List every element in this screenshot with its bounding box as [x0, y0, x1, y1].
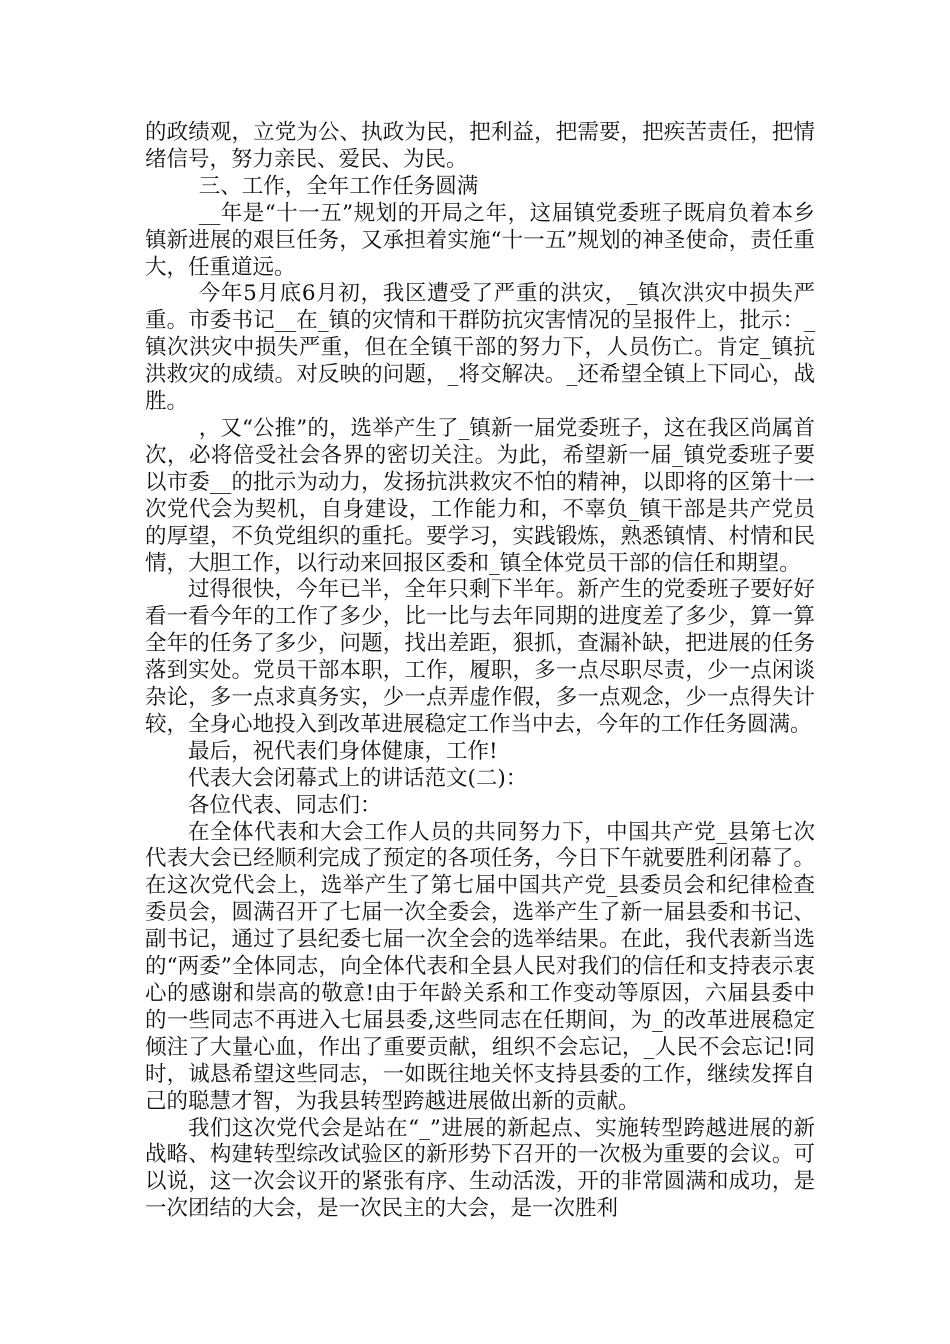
paragraph-congress: 在全体代表和大会工作人员的共同努力下，中国共产党_县第七次代表大会已经顺利完成了预定的各项任务，今日下午就要胜利闭幕了。在这次党代会上，选举产生了第七届中国共产党_县委员会和纪律检查委员会，圆满召开了七届一次全委会，选举产生了新一届县委和书记、副书记，通过了县纪委七届一次全会的选举结果。在此，我代表新当选的“两委”全体同志，向全体代表和全县人民对我们的信任和支持表示衷心的感谢和崇高的敬意!由于年龄关系和工作变动等原因，六届县委中的一些同志不再进入七届县委,这些同志在任期间，为_的改革进展稳定倾注了大量心血，作出了重要贡献，组织不会忘记，_人民不会忘记!同时，诚恳希望这些同志，一如既往地关怀支持县委的工作，继续发挥自己的聪慧才智，为我县转型跨越进展做出新的贡献。 [145, 819, 815, 1114]
section-heading: 三、工作，全年工作任务圆满 [198, 173, 479, 199]
paragraph-flood: 今年5月底6月初，我区遭受了严重的洪灾，_镇次洪灾中损失严重。市委书记__在_镇的灾情和干群防抗灾害情况的呈报件上，批示：_镇次洪灾中损失严重，但在全镇干部的努力下，人员伤亡。肯定_镇抗洪救灾的成绩。对反映的问题，_将交解决。_还希望全镇上下同心，战胜。 [145, 281, 815, 415]
paragraph-closing-wish: 最后，祝代表们身体健康，工作! [188, 738, 498, 764]
paragraph-half-year: 过得很快，今年已半，全年只剩下半年。新产生的党委班子要好好看一看今年的工作了多少，比一比与去年同期的进度差了多少，算一算全年的任务了多少，问题，找出差距，狠抓，查漏补缺，把进展的任务落到实处。党员干部本职，工作，履职，多一点尽职尽责，少一点闲谈杂论，多一点求真务实，少一点弄虚作假，多一点观念，少一点得失计较，全身心地投入到改革进展稳定工作当中去，今年的工作任务圆满。 [145, 577, 815, 737]
document-body [145, 120, 815, 1223]
salutation: 各位代表、同志们： [188, 792, 382, 818]
paragraph-election: ，又“公推”的，选举产生了_镇新一届党委班子，这在我区尚属首次，必将倍受社会各界的密切关注。为此，希望新一届_镇党委班子要以市委__的批示为动力，发扬抗洪救灾不怕的精神，以即将的区第十一次党代会为契机，自身建设，工作能力和，不辜负_镇干部是共产党员的厚望，不负党组织的重托。要学习，实践锻炼，熟悉镇情、村情和民情，大胆工作，以行动来回报区委和_镇全体党员干部的信任和期望。 [145, 415, 815, 576]
paragraph-planning: __年是“十一五”规划的开局之年，这届镇党委班子既肩负着本乡镇新进展的艰巨任务，又承担着实施“十一五”规划的神圣使命，责任重大，任重道远。 [145, 200, 815, 280]
speech-title: 代表大会闭幕式上的讲话范文(二)： [188, 765, 528, 791]
paragraph-continuation: 的政绩观，立党为公、执政为民，把利益，把需要，把疾苦责任，把情绪信号，努力亲民、爱民、为民。 [145, 120, 815, 172]
paragraph-meeting-summary: 我们这次党代会是站在“_”进展的新起点、实施转型跨越进展的新战略、构建转型综改试验区的新形势下召开的一次极为重要的会议。可以说，这一次会议开的紧张有序、生动活泼，开的非常圆满和成功，是一次团结的大会，是一次民主的大会，是一次胜利 [145, 1115, 815, 1222]
